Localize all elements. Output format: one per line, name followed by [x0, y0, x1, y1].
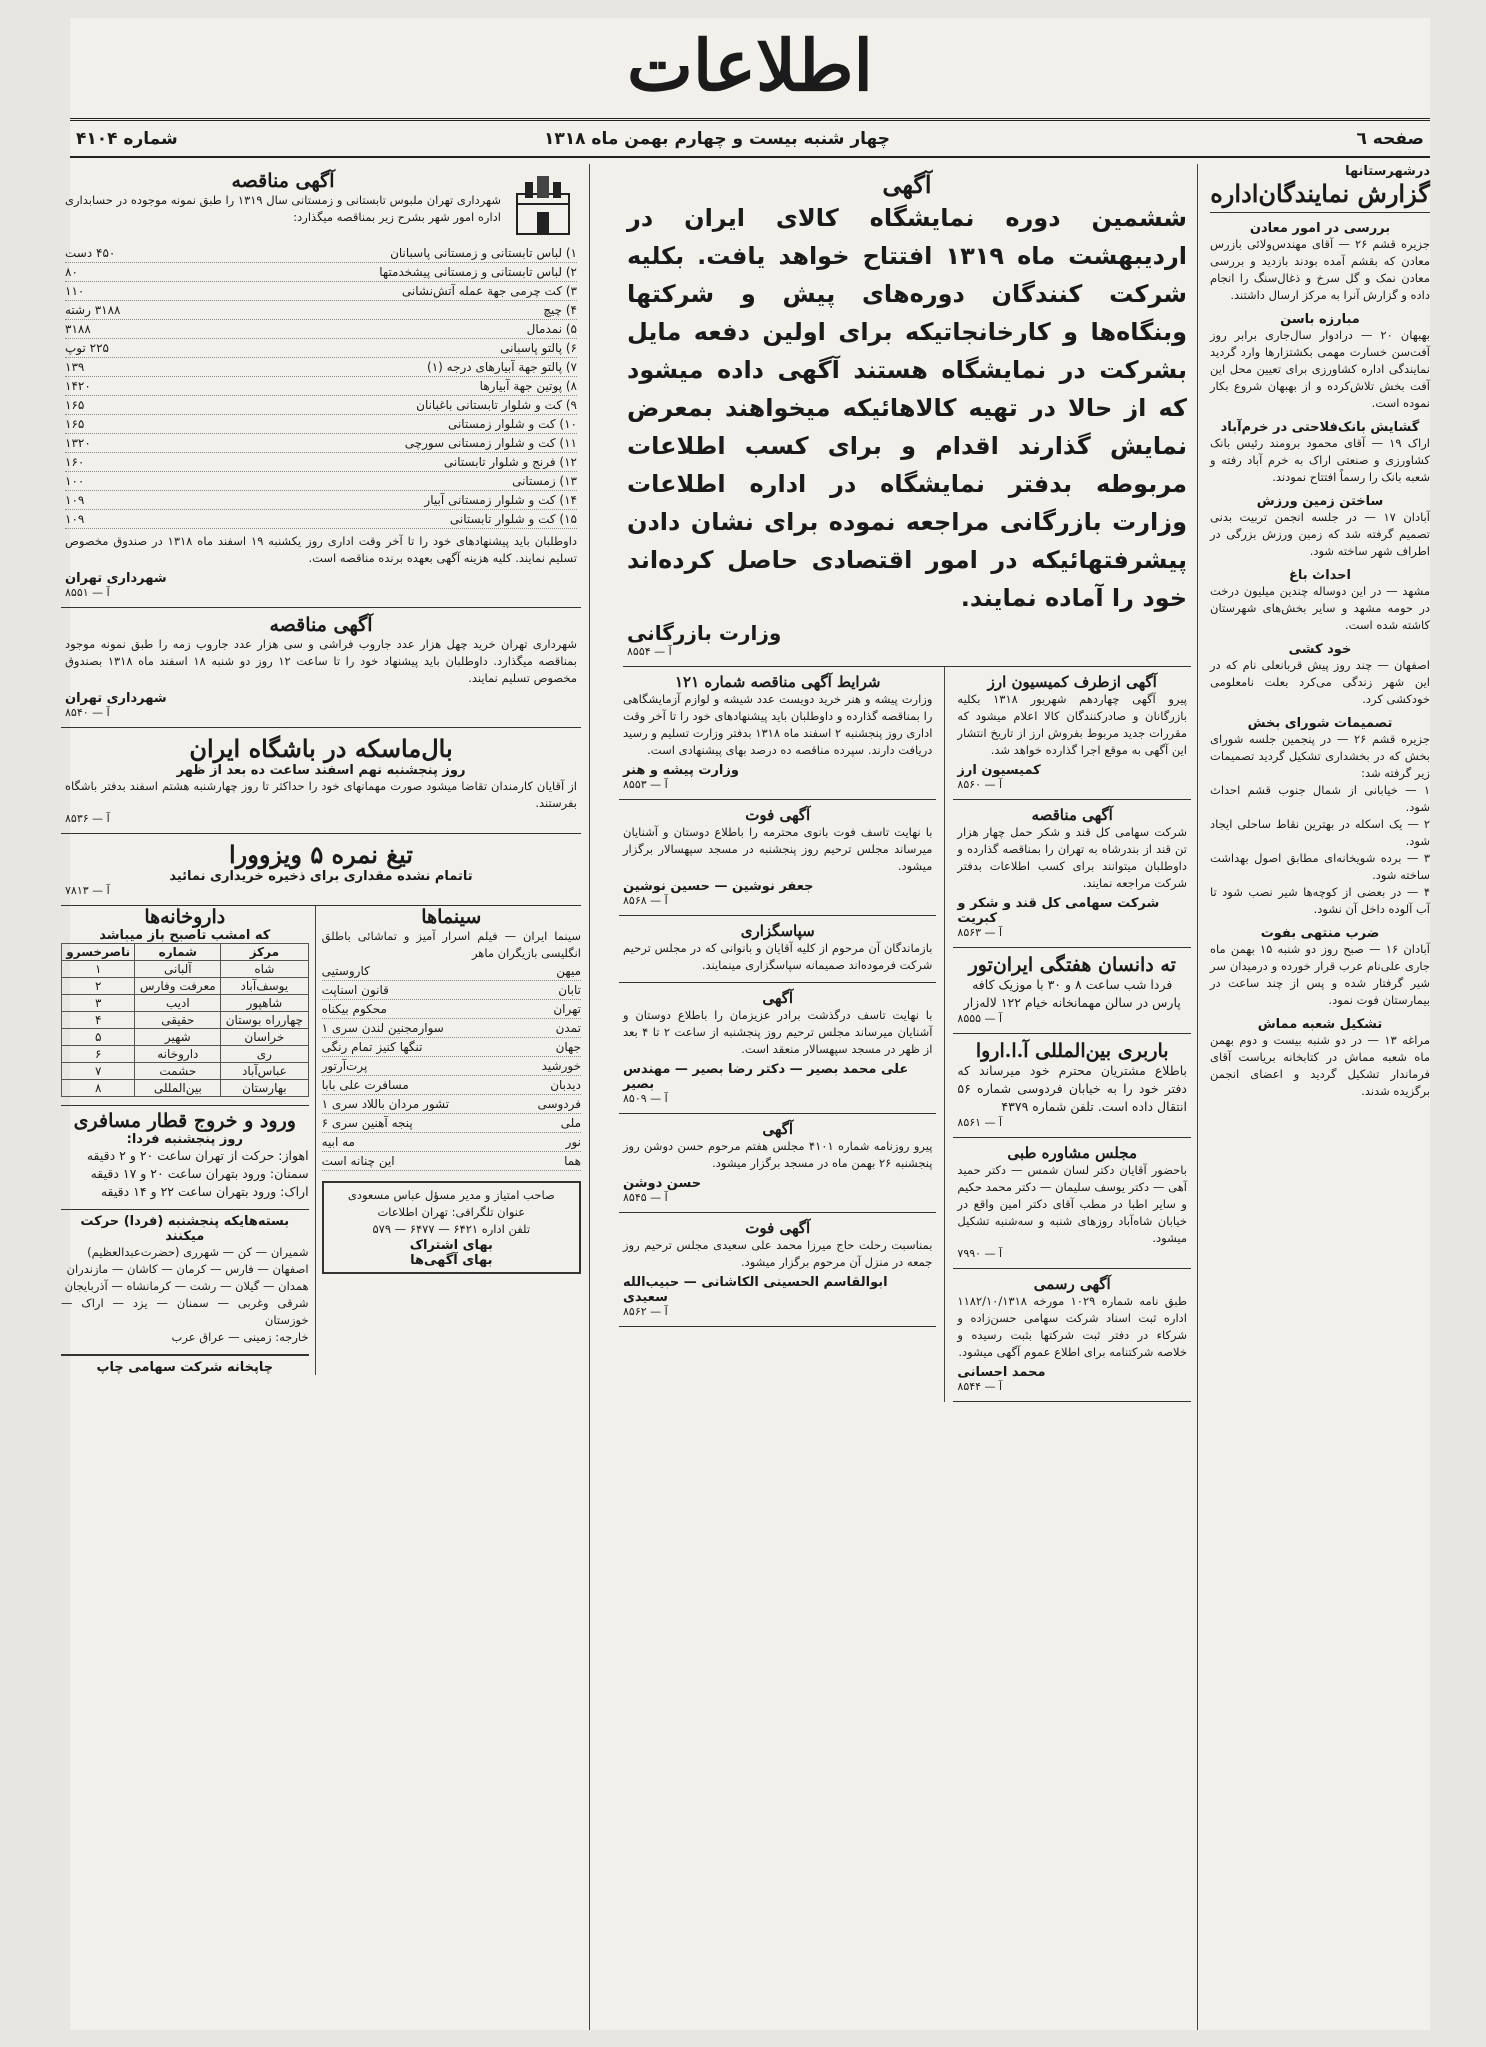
subheading-death: ضرب منتهی بفوت — [1260, 926, 1380, 941]
pharmacy-row: خراسان شهیر ۵ — [62, 1029, 309, 1046]
train-line: اهواز: حرکت از تهران ساعت ۲۰ و ۲ دقیقه — [86, 1148, 309, 1163]
obituary-ad-2 — [619, 983, 936, 1114]
tender-item: ۱۳) زمستانی ۱۰۰ — [65, 472, 577, 491]
official-slug: آ — ۸۵۴۴ — [957, 1380, 1003, 1393]
tender-item: ۱) لباس تابستانی و زمستانی پاسبانان ۴۵۰ دست — [65, 244, 577, 263]
tender-item: ۲) لباس تابستانی و زمستانی پیشخدمتها ۸۰ — [65, 263, 577, 282]
mid-right-stack — [944, 667, 1191, 1402]
article-locust: بهبهان ۲۰ — درادوار سال‌جاری برابر روز آفت‌سن خسارت مهمی بکشتزارها وارد گردید نمایندگی اداره کشاورزی برای تعیین محل این آفت بخش تلاش‌کرده و از بهبهان شروع بکار نموده است. — [1210, 328, 1430, 410]
pharmacy-row: بهارستان بین‌المللی ۸ — [62, 1080, 309, 1097]
obituary-3-slug: آ — ۸۵۶۲ — [623, 1305, 668, 1318]
subscription-heading: بهای اشتراک — [409, 1238, 493, 1253]
article-mines: جزیره قشم ۲۶ — آقای مهندس‌ولائی بازرس معادن که بقشم آمده بودند بازدید و بررسی معادن نمک و گل سرخ و ذغال‌سنگ را انجام داده و گزارش آنرا به مرکز ارسال داشتند. — [1210, 237, 1430, 302]
parcels-line: اصفهان — فارس — کرمان — کاشان — مازندران — [66, 1262, 309, 1276]
train-line: سمنان: ورود بتهران ساعت ۲۰ و ۱۷ دقیقه — [90, 1166, 309, 1181]
subheading-branch: تشکیل شعبه مماش — [1257, 1017, 1383, 1032]
freight-company-slug: آ — ۸۵۶۱ — [957, 1116, 1003, 1129]
section-heading: گزارش نمایندگان‌اداره — [1210, 179, 1430, 213]
freight-company-heading: باربری بین‌المللی آ.ا.اروا — [975, 1040, 1169, 1062]
issue-date: چهار شنبه بیست و چهارم بهمن ماه ۱۳۱۸ — [543, 129, 890, 149]
article-garden: مشهد — در این دوساله چندین میلیون درخت در حومه مشهد و سایر بخش‌های شهرستان کاشته شده است. — [1210, 584, 1430, 632]
sugar-tender-ad — [953, 800, 1191, 948]
article-suicide: اصفهان — چند روز پیش قربانعلی نام که در این شهر زندگی می‌کرد بعلت نامعلومی خودکشی کرد. — [1210, 658, 1430, 706]
tender-item: ۹) کت و شلوار تابستانی باغبانان ۱۶۵ — [65, 396, 577, 415]
subheading-council: تصمیمات شورای بخش — [1247, 716, 1393, 731]
obituary-2-heading: آگهی — [762, 989, 794, 1007]
pharmacy-header-row: مرکز شماره ناصرخسرو — [62, 944, 309, 961]
column-right — [1210, 164, 1430, 2030]
pharmacy-row: شاهپور ادیب ۳ — [62, 995, 309, 1012]
tender-item: ۱۵) کت و شلوار تابستانی ۱۰۹ — [65, 510, 577, 529]
newspaper-page — [61, 18, 1431, 2030]
sugar-slug: آ — ۸۵۶۳ — [957, 926, 1003, 939]
thanks-ad — [619, 916, 936, 983]
subheading-locust: مبارزه باسن — [1280, 312, 1360, 327]
broom-tender-signature: شهرداری تهران — [65, 691, 167, 706]
masthead — [70, 18, 1430, 121]
cinema-row: میهن کاروستیی — [322, 962, 581, 981]
council-item: ۲ — یک اسکله در بهترین نقاط ساحلی ایجاد شود. — [1210, 817, 1430, 848]
exhibition-ad — [623, 164, 1191, 667]
razor-heading: تیغ نمره ۵ ویزوورا — [229, 840, 413, 869]
parcels-heading: بسته‌هایکه پنجشنبه (فردا) حرکت میکنند — [61, 1209, 309, 1244]
official-text: طبق نامه شماره ۱۰۲۹ مورخه ۱۱۸۲/۱۰/۱۳۱۸ اداره ثبت اسناد شرکت سهامی حسن‌زاده و شرکاء در دفتر ثبت شرکتها بثبت رسیده و خلاصه شرکتنامه برای اطلاع عموم آگهی میشود. — [957, 1294, 1187, 1359]
obituary-3-signature: ابوالقاسم الحسینی الکاشانی — حبیب‌الله سعیدی — [623, 1275, 888, 1305]
exhibition-heading: آگهی — [882, 170, 932, 199]
parcels-line: همدان — گیلان — رشت — کرمانشاه — آذربایجان — [64, 1279, 309, 1293]
tender-item: ۴) چیچ ۳۱۸۸ رشته — [65, 301, 577, 320]
section-label: درشهرستانها — [1345, 164, 1430, 179]
broom-tender-ad — [61, 608, 581, 728]
emblem-icon — [511, 174, 575, 238]
obituary-1-text: با نهایت تاسف فوت بانوی محترمه را باطلاع دوستان و آشنایان میرساند مجلس ترحیم روز پنجشنبه در مسجد سپهسالار برگزار میشود. — [623, 825, 933, 873]
conditions-ad — [619, 667, 936, 800]
train-line: اراک: ورود بتهران ساعت ۲۲ و ۱۴ دقیقه — [100, 1184, 309, 1199]
listings-row — [61, 906, 581, 1375]
tender-item: ۸) پوتین جهة آبیارها ۱۴۲۰ — [65, 377, 577, 396]
notice-ad — [619, 1114, 936, 1213]
council-item: ۴ — در بعضی از کوچه‌ها شیر نصب شود تا آب آلوده داخل آن نشود. — [1210, 885, 1430, 916]
printer-note: چاپخانه شرکت سهامی چاپ — [61, 1354, 309, 1375]
sugar-heading: آگهی مناقصه — [1031, 806, 1113, 824]
parcels-line: شرقی وغربی — سمنان — یزد — اراک — خوزستان — [61, 1296, 309, 1327]
exhibition-text: ششمین دوره نمایشگاه کالای ایران در اردیبهشت ماه ۱۳۱۹ افتتاح خواهد یافت. بکلیه شرکت کنندگان دوره‌های پیش و شرکتها وبنگاه‌ها و کارخانجاتیکه برای اولین دفعه مایل بشرکت در نمایشگاه هستند آگهی داده میشود که از حالا در تهیه کالاهائیکه میخواهند بمعرض نمایش گذارند اقدام و برای کسب اطلاعات مربوطه بدفتر نمایشگاه در اداره اطلاعات وزارت بازرگانی مراجعه نموده برای نشان دادن پیشرفتهائیکه در امور اقتصادی حاصل کرده‌اند خود را آماده نمایند. — [627, 204, 1188, 612]
obituary-3-text: بمناسبت رحلت حاج میرزا محمد علی سعیدی مجلس ترحیم روز جمعه در منزل آن مرحوم برگزار میشود. — [623, 1238, 933, 1269]
clothing-tender-intro: شهرداری تهران ملبوس تابستانی و زمستانی سال ۱۳۱۹ را طبق نمونه موجوده در حسابداری اداره امور شهر بشرح زیر بمناقصه میگذارد: — [65, 193, 501, 224]
tender-item: ۷) پالتو جهة آبیارهای درجه (۱) ۱۳۹ — [65, 358, 577, 377]
obituary-1-heading: آگهی فوت — [745, 806, 811, 824]
currency-heading: آگهی ازطرف کمیسیون ارز — [987, 673, 1157, 691]
obituary-ad-3 — [619, 1213, 936, 1327]
article-council: جزیره قشم ۲۶ — در پنجمین جلسه شورای بخش که در بخشداری تشکیل گردید تصمیمات زیر گرفته شد: — [1210, 732, 1431, 780]
council-item: ۱ — خیابانی از شمال جنوب قشم احداث شود. — [1210, 783, 1430, 814]
dance-ad — [953, 948, 1191, 1034]
subheading-suicide: خود کشی — [1288, 642, 1352, 657]
cinema-row: تابان قانون اسناپت — [322, 981, 581, 1000]
pharmacy-row: عباس‌آباد حشمت ۷ — [62, 1063, 309, 1080]
clothing-tender-slug: آ — ۸۵۵۱ — [65, 586, 110, 599]
thanks-heading: سپاسگزاری — [740, 922, 815, 940]
pharmacy-heading: داروخانه‌ها — [144, 906, 226, 928]
broom-tender-slug: آ — ۸۵۴۰ — [65, 706, 110, 719]
tender-item: ۱۲) فرنج و شلوار تابستانی ۱۶۰ — [65, 453, 577, 472]
council-item: ۳ — برده شویخانه‌ای مطابق اصول بهداشت ساخته شود. — [1210, 851, 1430, 882]
razor-slug: آ — ۷۸۱۳ — [65, 884, 110, 897]
clothing-tender-signature: شهرداری تهران — [65, 571, 167, 586]
masquerade-subheading: روز پنجشنبه نهم اسفند ساعت ده بعد از ظهر — [176, 763, 466, 778]
pharmacy-row: شاه آلبانی ۱ — [62, 961, 309, 978]
lower-split — [619, 667, 1191, 1402]
clothing-tender-heading: آگهی مناقصه — [231, 170, 335, 192]
official-signature: محمد احسانی — [957, 1365, 1046, 1380]
obituary-2-slug: آ — ۸۵۰۹ — [623, 1092, 668, 1105]
obituary-2-text: با نهایت تاسف درگذشت برادر عزیزمان را باطلاع دوستان و آشنایان میرساند مجلس ترحیم روز پنجشنبه از ساعت ۲ تا ۴ بعد از ظهر در مسجد سپهسالار منعقد است. — [623, 1008, 933, 1056]
currency-slug: آ — ۸۵۶۰ — [957, 778, 1003, 791]
exhibition-slug: آ — ۸۵۵۴ — [627, 645, 672, 658]
notice-heading: آگهی — [762, 1120, 794, 1138]
currency-ad — [953, 667, 1191, 800]
notice-slug: آ — ۸۵۴۵ — [623, 1191, 668, 1204]
train-heading: ورود و خروج قطار مسافری — [61, 1105, 309, 1132]
train-subheading: روز پنجشنبه فردا: — [126, 1132, 243, 1147]
official-heading: آگهی رسمی — [1033, 1275, 1111, 1293]
cinema-row: فردوسی تشور مردان باللاد سری ۱ — [322, 1095, 581, 1114]
info-bar — [70, 122, 1430, 158]
masquerade-slug: آ — ۸۵۳۶ — [65, 812, 110, 825]
conditions-heading: شرایط آگهی مناقصه شماره ۱۲۱ — [674, 673, 881, 691]
publisher-phone: تلفن اداره ۶۴۲۱ — ۶۴۷۷ — ۵۷۹ — [372, 1222, 531, 1236]
dance-heading: ته دانسان هفتگی ایران‌تور — [968, 954, 1176, 976]
clinic-heading: مجلس مشاوره طبی — [1007, 1144, 1137, 1162]
official-ad — [953, 1269, 1191, 1402]
notice-signature: حسن دوشن — [623, 1176, 702, 1191]
sugar-text: شرکت سهامی کل قند و شکر حمل چهار هزار تن قند از بندرشاه به تهران را بمناقصه گذارده و داوطلبان میتوانند برای کسب اطلاعات بدفتر شرکت مراجعه نمایند. — [957, 825, 1187, 890]
masquerade-text: از آقایان کارمندان تقاضا میشود صورت مهمانهای خود را حداکثر تا روز چهارشنبه هشتم اسفند بدفتر باشگاه بفرستند. — [65, 779, 577, 810]
pharmacy-table — [61, 943, 309, 1097]
conditions-slug: آ — ۸۵۵۳ — [623, 778, 668, 791]
cinema-row: ملی پنجه آهنین سری ۶ — [322, 1114, 581, 1133]
currency-signature: کمیسیون ارز — [957, 763, 1041, 778]
publisher-box — [322, 1181, 581, 1274]
cinema-row: دیدبان مسافرت علی بابا — [322, 1076, 581, 1095]
column-mid-right — [619, 164, 1198, 2030]
cinema-row: هما این چنانه است — [322, 1152, 581, 1171]
currency-text: پیرو آگهی چهاردهم شهریور ۱۳۱۸ بکلیه بازرگانان و صادرکنندگان کالا اعلام میشود که مقررات جدید مربوط بفروش ارز از تاریخ انتشار این آگهی به موقع اجرا گذارده خواهد شد. — [957, 692, 1187, 757]
dance-text: فردا شب ساعت ۸ و ۳۰ با موزیک کافه پارس در سالن مهمانخانه خیام ۱۲۲ لاله‌زار — [963, 977, 1181, 1010]
parcels-foreign: خارجه: زمینی — عراق عرب — [171, 1330, 309, 1344]
masquerade-heading: بال‌ماسکه در باشگاه ایران — [189, 734, 453, 763]
clothing-tender-rules: داوطلبان باید پیشنهادهای خود را تا آخر وقت اداری روز یکشنبه ۱۹ اسفند ماه ۱۳۱۸ در صندوق مخصوص تسلیم نمایند. کلیه هزینه آگهی بعهده برنده مناقصه است. — [65, 534, 578, 565]
broom-tender-text: شهرداری تهران خرید چهل هزار عدد جاروب فراشی و سی هزار عدد جاروب زمه را طبق نمونه موجود بمناقصه میگذارد. داوطلبان باید پیشنهاد خود را تا ساعت ۱۲ روز دو شنبه ۱۸ اسفند ماه ۱۳۱۸ بصندوق مخصوص تسلیم نمایند. — [65, 637, 578, 685]
page-number: صفحه ٦ — [1356, 129, 1424, 149]
municipality-emblem — [509, 172, 577, 240]
column-left — [61, 164, 590, 2030]
obituary-3-heading: آگهی فوت — [745, 1219, 811, 1237]
sugar-signature: شرکت سهامی کل قند و شکر و کبریت — [957, 896, 1160, 926]
obituary-1-signature: جعفر نوشین — حسین نوشین — [623, 879, 814, 894]
razor-ad — [61, 834, 581, 906]
conditions-signature: وزارت پیشه و هنر — [623, 763, 739, 778]
tender-item: ۱۱) کت و شلوار زمستانی سورچی ۱۳۲۰ — [65, 434, 577, 453]
cinema-row: جهان تنگها کنیز تمام رنگی — [322, 1038, 581, 1057]
notice-text: پیرو روزنامه شماره ۴۱۰۱ مجلس هفتم مرحوم حسن دوشن روز پنجشنبه ۲۶ بهمن ماه در مسجد برگزار میشود. — [623, 1139, 933, 1170]
subheading-mines: بررسی در امور معادن — [1249, 221, 1391, 236]
cinema-heading: سینماها — [421, 906, 482, 928]
subheading-sports: ساختن زمین ورزش — [1256, 494, 1384, 509]
freight-company-ad — [953, 1034, 1191, 1138]
cinema-row: خورشید پرت‌آرتور — [322, 1057, 581, 1076]
subheading-bank: گشایش بانک‌فلاحتی در خرم‌آباد — [1220, 420, 1420, 435]
clothing-tender-ad — [61, 164, 581, 608]
thanks-text: بازماندگان آن مرحوم از کلیه آقایان و بانوانی که در مجلس ترحیم شرکت فرموده‌اند صمیمانه سپاسگزاری مینمایند. — [623, 941, 933, 972]
clinic-ad — [953, 1138, 1191, 1269]
parcels-line: شمیران — کن — شهرری (حضرت‌عبدالعظیم) — [87, 1245, 309, 1259]
exhibition-signature: وزارت بازرگانی — [627, 621, 782, 645]
cinema-row: تهران محکوم بیکناه — [322, 1000, 581, 1019]
tender-item: ۵) نمدمال ۳۱۸۸ — [65, 320, 577, 339]
publisher-owner: صاحب امتیاز و مدیر مسؤل عباس مسعودی — [347, 1188, 555, 1202]
masquerade-ad — [61, 728, 581, 834]
article-sports: آبادان ۱۷ — در جلسه انجمن تربیت بدنی تصمیم گرفته شد که زمین ورزش بزرگی در اطراف شهر ساخته شود. — [1210, 510, 1431, 558]
obituary-1-slug: آ — ۸۵۶۸ — [623, 894, 668, 907]
pharmacy-listing — [61, 906, 315, 1375]
conditions-text: وزارت پیشه و هنر خرید دویست عدد شیشه و لوازم آزمایشگاهی را بمناقصه گذارده و داوطلبان باید پیشنهادهای خود را تا آخر وقت اداری روز پنجشنبه ۲ اسفند ماه ۱۳۱۸ بدفتر وزارت تسلیم و رسید دریافت دارند. سپرده مناقصه ده درصد بهای پیشنهادی است. — [623, 692, 933, 757]
obituary-ad-1 — [619, 800, 936, 916]
cinema-row: تمدن سوارمجنین لندن سری ۱ — [322, 1019, 581, 1038]
issue-number: شماره ۴۱۰۴ — [76, 129, 178, 149]
subheading-garden: احداث باغ — [1288, 568, 1352, 583]
cinema-row: نور مه ابیه — [322, 1133, 581, 1152]
tender-item: ۳) کت چرمی جهة عمله آتش‌نشانی ۱۱۰ — [65, 282, 577, 301]
tender-item: ۱۴) کت و شلوار زمستانی آبیار ۱۰۹ — [65, 491, 577, 510]
razor-subheading: تاتمام نشده مقداری برای ذخیره خریداری نمائید — [169, 869, 473, 884]
tender-item: ۶) پالتو پاسبانی ۲۲۵ توپ — [65, 339, 577, 358]
pharmacy-row: چهارراه بوستان حقیقی ۴ — [62, 1012, 309, 1029]
cinema-listing — [315, 906, 581, 1375]
pharmacy-row: ری داروخانه ۶ — [62, 1046, 309, 1063]
cinema-intro: سینما ایران — فیلم اسرار آمیز و تماشائی باطلق انگلیسی بازیگران ماهر — [321, 929, 581, 960]
pharmacy-subheading: که امشب تاصبح باز میباشد — [99, 928, 271, 943]
broom-tender-heading: آگهی مناقصه — [269, 614, 373, 636]
pharmacy-row: یوسف‌آباد معرفت وفارس ۲ — [62, 978, 309, 995]
advert-price-heading: بهای آگهی‌ها — [410, 1253, 493, 1268]
article-branch: مراغه ۱۳ — در دو شنبه بیست و دوم بهمن ماه شعبه مماش در کتابخانه بریاست آقای فرماندار تشکیل گردید و اعضای انجمن برگزیده شدند. — [1210, 1033, 1430, 1098]
obituary-2-signature: علی محمد بصیر — دکتر رضا بصیر — مهندس بصیر — [623, 1062, 909, 1092]
article-death: آبادان ۱۶ — صبح روز دو شنبه ۱۵ بهمن ماه جاری علی‌نام عرب قرار خورده و درمیدان سر شیر گرفتار شده و پس از چند ساعت در بیمارستان فوت نمود. — [1210, 942, 1430, 1007]
article-bank: اراک ۱۹ — آقای محمود برومند رئیس بانک کشاورزی و صنعتی اراک به خرم آباد رفته و شعبه بانک را رسماً افتتاح نمودند. — [1210, 436, 1430, 484]
tender-item: ۱۰) کت و شلوار زمستانی ۱۶۵ — [65, 415, 577, 434]
mid-left-stack — [619, 667, 944, 1402]
clinic-text: باحضور آقایان دکتر لسان شمس — دکتر حمید آهی — دکتر یوسف سلیمان — دکتر محمد حکیم و سایر اطبا در مطب آقای دکتر امین واقع در خیابان شاه‌آباد روزهای شنبه و سه‌شنبه تشکیل میشود. — [957, 1163, 1187, 1245]
clinic-slug: آ — ۷۹۹۰ — [957, 1247, 1003, 1260]
publisher-telegraph: عنوان تلگرافی: تهران اطلاعات — [377, 1205, 526, 1219]
dance-slug: آ — ۸۵۵۵ — [957, 1012, 1003, 1025]
freight-company-text: باطلاع مشتریان محترم خود میرساند که دفتر خود را به خیابان فردوسی شماره ۵۶ انتقال داده است. تلفن شماره ۴۳۷۹ — [957, 1063, 1187, 1114]
newspaper-title: اطلاعات — [627, 24, 873, 107]
